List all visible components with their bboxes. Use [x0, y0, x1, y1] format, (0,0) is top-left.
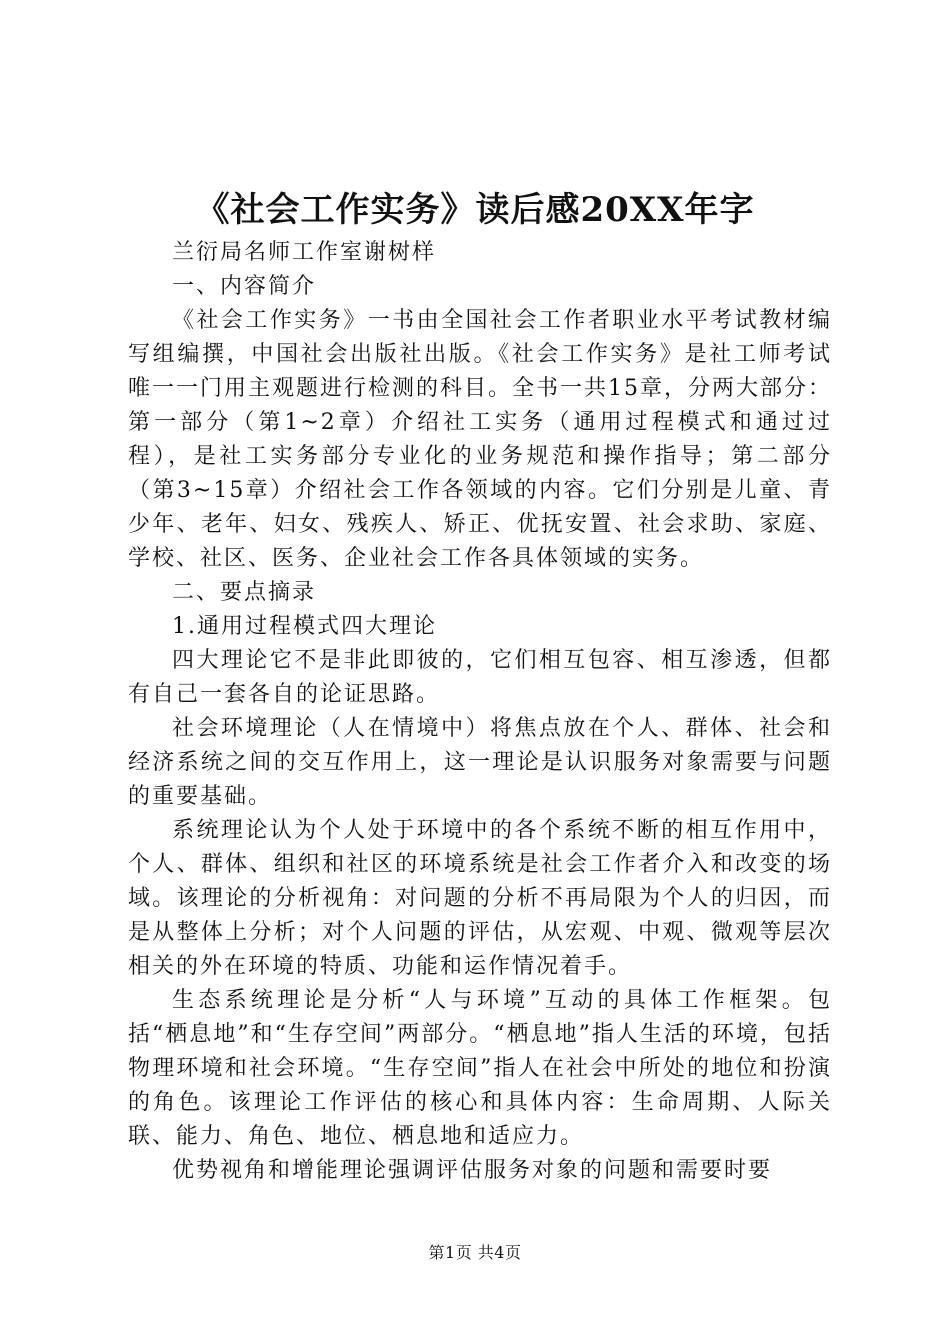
- author-line: 兰衍局名师工作室谢树样: [172, 240, 437, 265]
- paragraph-systems-theory: 系统理论认为个人处于环境中的各个系统不断的相互作用中，个人、群体、组织和社区的环境系统是社会工作者介入和改变的场域。该理论的分析视角：对问题的分析不再局限为个人的归因，而是从整体上分析；对个人问题的评估，从宏观、中观、微观等层次相关的外在环境的特质、功能和运作情况着手。: [128, 818, 832, 979]
- paragraph-ecosystems-theory: 生态系统理论是分析“人与环境”互动的具体工作框架。包括“栖息地”和“生存空间”两部分。“栖息地”指人生活的环境，包括物理环境和社会环境。“生存空间”指人在社会中所处的地位和扮演的角色。该理论工作评估的核心和具体内容：生命周期、人际关联、能力、角色、地位、栖息地和适应力。: [128, 988, 832, 1149]
- section-heading-excerpts: 二、要点摘录: [172, 580, 317, 605]
- paragraph-social-environment: 社会环境理论（人在情境中）将焦点放在个人、群体、社会和经济系统之间的交互作用上，这一理论是认识服务对象需要与问题的重要基础。: [128, 716, 832, 809]
- document-body: [128, 236, 832, 1188]
- subheading-four-theories: 1.通用过程模式四大理论: [172, 614, 437, 639]
- document-title: 《社会工作实务》读后感20XX年字: [195, 190, 755, 230]
- section-heading-summary: 一、内容简介: [172, 274, 317, 299]
- paragraph-four-theories: 四大理论它不是非此即彼的，它们相互包容、相互渗透，但都有自己一套各自的论证思路。: [128, 648, 832, 707]
- paragraph-summary: 《社会工作实务》一书由全国社会工作者职业水平考试教材编写组编撰，中国社会出版社出版。《社会工作实务》是社工师考试唯一一门用主观题进行检测的科目。全书一共15章，分两大部分：第一部分（第1~2章）介绍社工实务（通用过程模式和通过过程），是社工实务部分专业化的业务规范和操作指导；第二部分（第3~15章）介绍社会工作各领域的内容。它们分别是儿童、青少年、老年、妇女、残疾人、矫正、优抚安置、社会求助、家庭、学校、社区、医务、企业社会工作各具体领域的实务。: [128, 308, 832, 571]
- page-footer: 第1页 共4页: [428, 1243, 522, 1262]
- paragraph-strengths-perspective: 优势视角和增能理论强调评估服务对象的问题和需要时要: [172, 1158, 773, 1183]
